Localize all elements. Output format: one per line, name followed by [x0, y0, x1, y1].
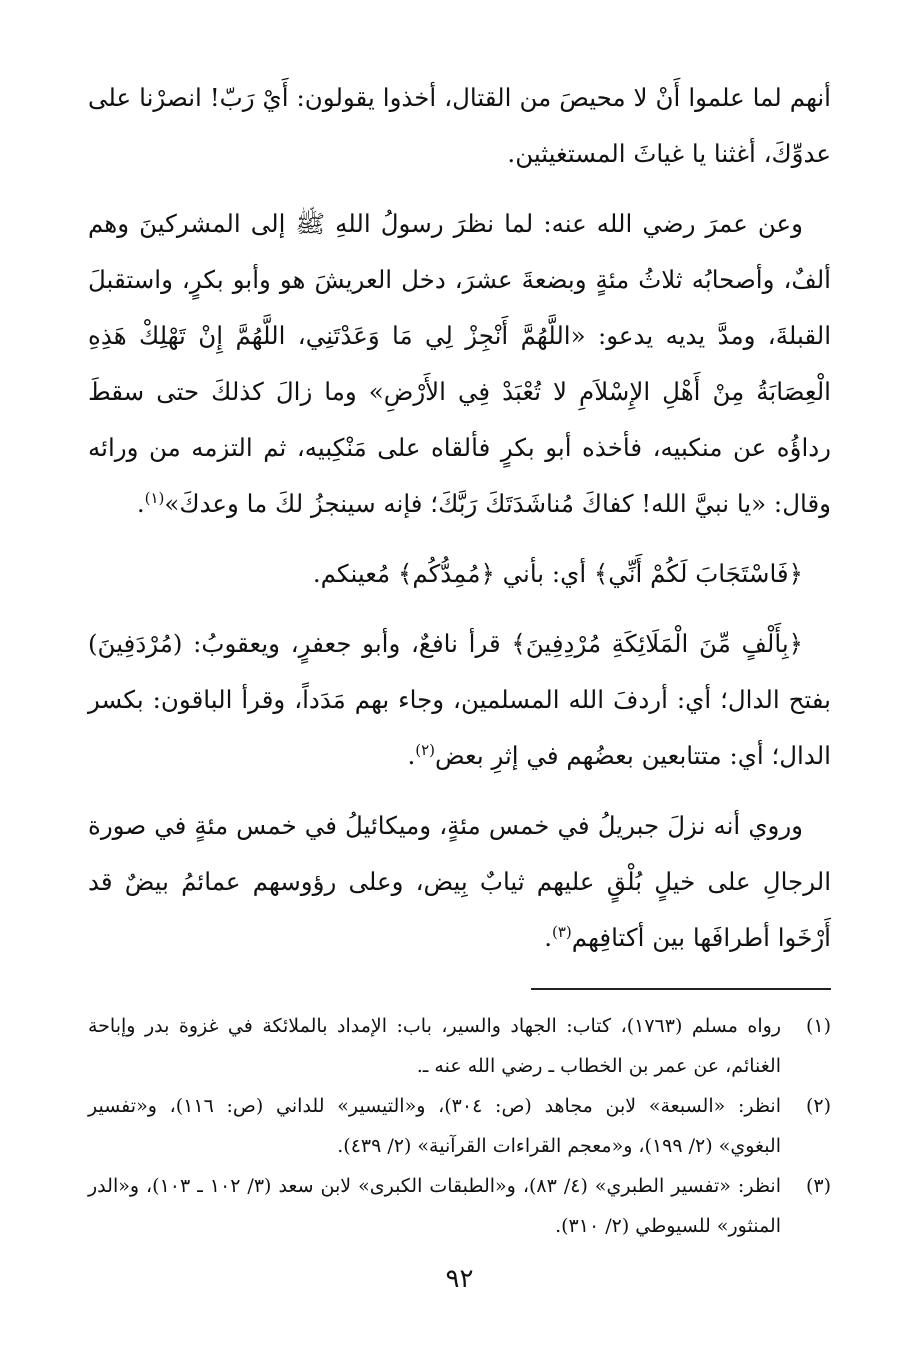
footnote-2: [88, 1086, 831, 1166]
footnote-number: (١): [805, 1015, 831, 1037]
footnote-text: رواه مسلم (١٧٦٣)، كتاب: الجهاد والسير، باب: الإمداد بالملائكة في غزوة بدر وإباحة الغنائم، عن عمر بن الخطاب ـ رضي الله عنه ـ.: [88, 1015, 781, 1077]
paragraph-5: وروي أنه نزلَ جبريلُ في خمس مئةٍ، وميكائيلُ في خمس مئةٍ في صورة الرجالِ على خيلٍ بُلْقٍ عليهم ثيابٌ بِيض، وعلى رؤوسهم عمائمُ بيضٌ قد أَرْخَوا أطرافَها بين أكتافِهم$^{(٣)}$.: [88, 811, 831, 952]
footnote-ref-2[interactable]: (٢): [415, 740, 436, 759]
footnotes: [88, 1006, 831, 1246]
page-number: ٩٢: [445, 1264, 474, 1294]
footnote-number: (٢): [805, 1095, 831, 1117]
paragraph-1: أنهم لما علموا أَنْ لا محيصَ من القتال، أخذوا يقولون: أَيْ رَبّ! انصرْنا على عدوِّكَ، أغثنا يا غياثَ المستغيثين.: [88, 83, 831, 168]
footnote-number: (٣): [805, 1175, 831, 1197]
footnote-ref-1[interactable]: (١): [144, 488, 165, 507]
footnote-1: [88, 1006, 831, 1086]
footnote-text: انظر: «تفسير الطبري» (٤/ ٨٣)، و«الطبقات الكبرى» لابن سعد (٣/ ١٠٢ ـ ١٠٣)، و«الدر المنثور» للسيوطي (٢/ ٣١٠).: [88, 1175, 781, 1237]
paragraph-3: ﴿فَاسْتَجَابَ لَكُمْ أَنِّي﴾ أي: بأني ﴿مُمِدُّكُم﴾ مُعينكم.: [312, 559, 803, 588]
main-text: [88, 70, 831, 966]
footnote-3: [88, 1166, 831, 1246]
paragraph-4: ﴿بِأَلْفٍ مِّنَ الْمَلَائِكَةِ مُرْدِفِينَ﴾ قرأ نافعٌ، وأبو جعفرٍ، ويعقوبُ: (مُرْدَفِينَ) بفتح الدال؛ أي: أردفَ الله المسلمين، وجاء بهم مَدَداً، وقرأ الباقون: بكسر الدال؛ أي: متتابعين بعضُهم في إثرِ بعض$^{(٢)}$.: [88, 629, 831, 770]
footnote-divider: [531, 988, 831, 990]
footnote-ref-3[interactable]: (٣): [552, 922, 572, 941]
paragraph-2: وعن عمرَ رضي الله عنه: لما نظرَ رسولُ اللهِ ﷺ إلى المشركينَ وهم ألفٌ، وأصحابُه ثلاثُ مئةٍ وبضعةَ عشرَ، دخل العريشَ هو وأبو بكرٍ، واستقبلَ القبلةَ، ومدَّ يديه يدعو: «اللَّهُمَّ أَنْجِزْ لِي مَا وَعَدْتَنِي، اللَّهُمَّ إِنْ تَهْلِكْ هَذِهِ الْعِصَابَةُ مِنْ أَهْلِ الإِسْلاَمِ لا تُعْبَدْ فِي الأَرْضِ» وما زالَ كذلكَ حتى سقطَ رداؤُه عن منكبيه، فأخذه أبو بكرٍ فألقاه على مَنْكِبيه، ثم التزمه من ورائه وقال: «يا نبيَّ الله! كفاكَ مُناشَدَتَكَ رَبَّكَ؛ فإنه سينجزُ لكَ ما وعدكَ»$^{(١)}$.: [88, 209, 831, 518]
footnote-text: انظر: «السبعة» لابن مجاهد (ص: ٣٠٤)، و«التيسير» للداني (ص: ١١٦)، و«تفسير البغوي» (٢/ ١٩٩)، و«معجم القراءات القرآنية» (٢/ ٤٣٩).: [88, 1095, 781, 1157]
